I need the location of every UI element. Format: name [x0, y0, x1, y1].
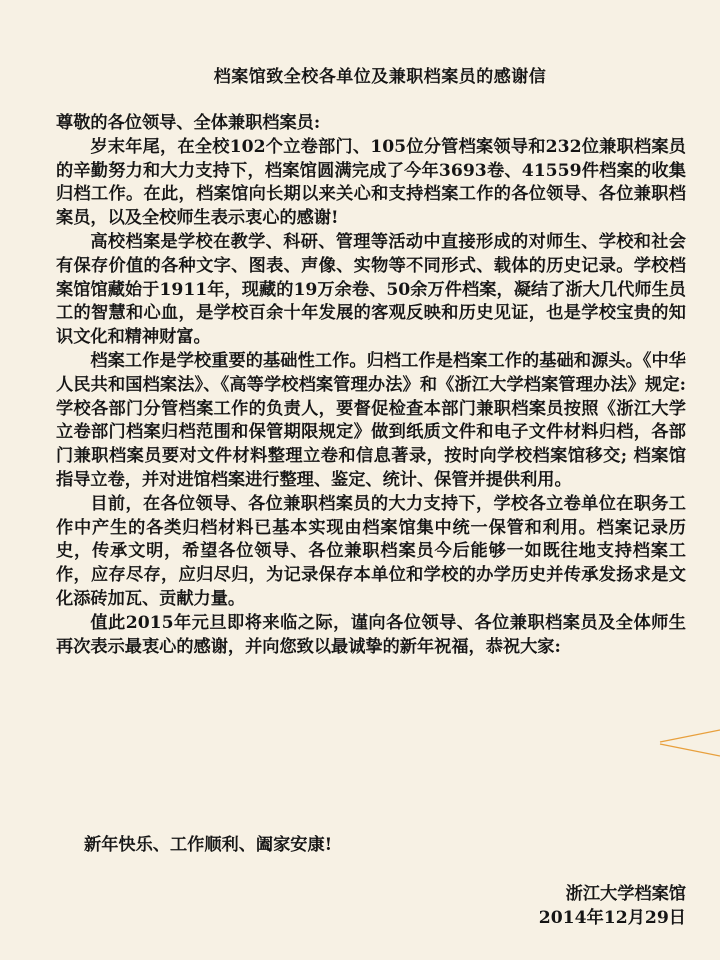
new-year-wish: 新年快乐、工作顺利、阖家安康! — [84, 835, 333, 855]
salutation: 尊敬的各位领导、全体兼职档案员: — [56, 113, 321, 133]
paragraph-3: 档案工作是学校重要的基础性工作。归档工作是档案工作的基础和源头。《中华人民共和国档案法》、《高等学校档案管理办法》和《浙江大学档案管理办法》规定: 学校各部门分管档案工作的负责人，要督促检查本部门兼职档案员按照《浙江大学立卷部门档案归档范围和保管期限规定》做到纸质文件和电子文件材料归档，各部门兼职档案员要对文件材料整理立卷和信息著录，按时向学校档案馆移交; 档案馆指导立卷，并对进馆档案进行整理、鉴定、统计、保管并提供利用。 — [56, 350, 686, 490]
paragraph-1: 岁末年尾，在全校102个立卷部门、105位分管档案领导和232位兼职档案员的辛勤努力和大力支持下，档案馆圆满完成了今年3693卷、41559件档案的收集归档工作。在此，档案馆向长期以来关心和支持档案工作的各位领导、各位兼职档案员，以及全校师生表示衷心的感谢! — [56, 136, 686, 229]
decorative-accent-lines — [660, 728, 720, 758]
paragraph-2: 高校档案是学校在教学、科研、管理等活动中直接形成的对师生、学校和社会有保存价值的各种文字、图表、声像、实物等不同形式、载体的历史记录。学校档案馆馆藏始于1911年，现藏的19万余卷、50余万件档案，凝结了浙大几代师生员工的智慧和心血，是学校百余十年发展的客观反映和历史见证，也是学校宝贵的知识文化和精神财富。 — [56, 231, 686, 348]
paragraph-4: 目前，在各位领导、各位兼职档案员的大力支持下，学校各立卷单位在职务工作中产生的各类归档材料已基本实现由档案馆集中统一保管和利用。档案记录历史，传承文明，希望各位领导、各位兼职档案员今后能够一如既往地支持档案工作，应存尽存，应归尽归，为记录保存本单位和学校的办学历史并传承发扬求是文化添砖加瓦、贡献力量。 — [56, 493, 686, 609]
paragraph-5: 值此2015年元旦即将来临之际，谨向各位领导、各位兼职档案员及全体师生再次表示最衷心的感谢，并向您致以最诚挚的新年祝福，恭祝大家: — [56, 612, 686, 657]
signature-org: 浙江大学档案馆 — [565, 884, 686, 904]
letter-body — [56, 112, 686, 659]
letter-title: 档案馆致全校各单位及兼职档案员的感谢信 — [213, 67, 547, 87]
signature-date: 2014年12月29日 — [538, 908, 686, 928]
signature-block — [539, 882, 686, 930]
